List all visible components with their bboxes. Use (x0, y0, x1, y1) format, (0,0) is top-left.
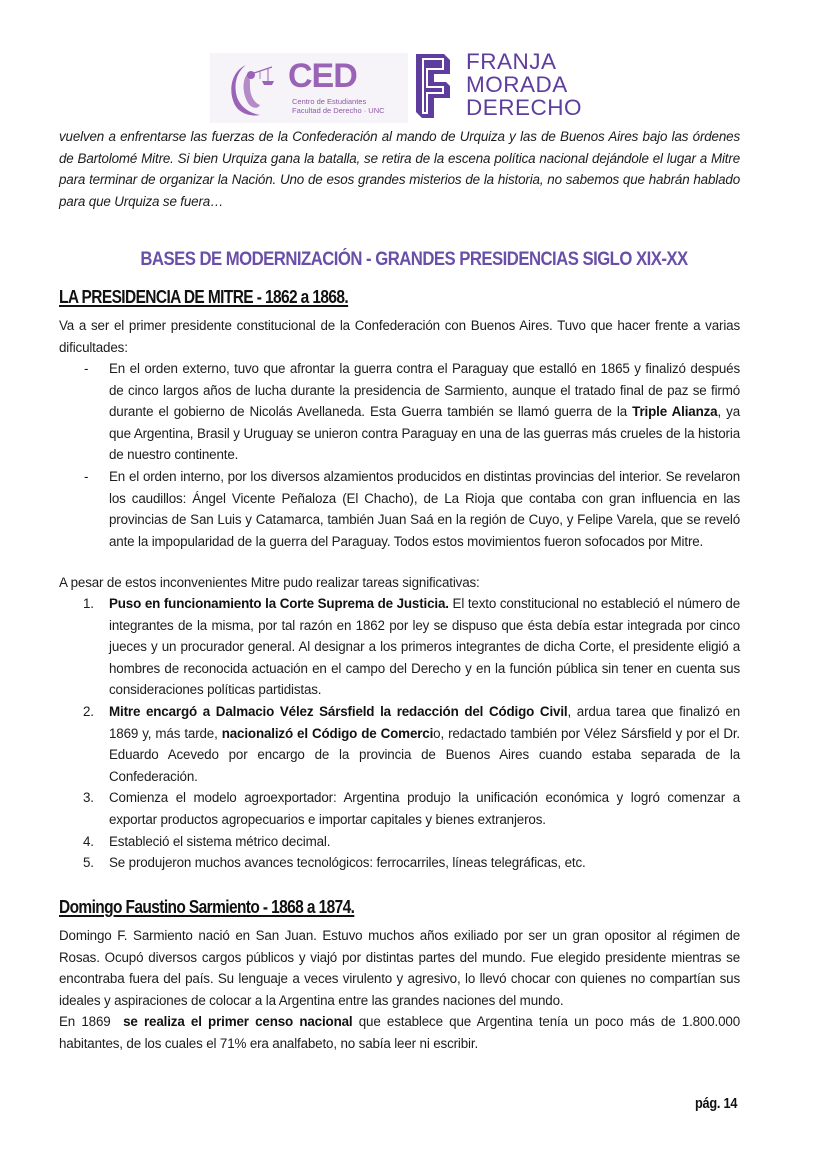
fm-line2: MORADA (465, 72, 568, 97)
item-text: , ya que Argentina, Brasil y Uruguay se unieron contra Paraguay en una de las guerras más crueles de la historia de nuestro continente. (109, 404, 740, 463)
header-logos (210, 49, 605, 124)
item-text: En el orden externo, tuvo que afrontar la guerra contra el Paraguay que estalló en 1865 y finalizó después de cinco largos años de lucha durante la presidencia de Sarmiento, aunque el tratado final de paz se firmó durante el gobierno de Nicolás Avellaneda. Esta Guerra también se llamó guerra de la (109, 361, 740, 420)
list-item (59, 852, 740, 874)
list-item (59, 593, 740, 701)
item-bold-text: Triple Alianza (632, 404, 718, 420)
sarmiento-heading: Domingo Faustino Sarmiento - 1868 a 1874. (59, 897, 355, 917)
mitre-heading: LA PRESIDENCIA DE MITRE - 1862 a 1868. (59, 287, 349, 307)
censo-bold-text: se realiza el primer censo nacional (123, 1014, 353, 1029)
list-number: 2. (83, 703, 94, 719)
censo-text: En 1869 (59, 1014, 124, 1029)
item-text: Se produjeron muchos avances tecnológicos: ferrocarriles, líneas telegráficas, etc. (109, 855, 586, 871)
achievements-intro: A pesar de estos inconvenientes Mitre pudo realizar tareas significativas: (59, 575, 480, 590)
sarmiento-bio-paragraph: Domingo F. Sarmiento nació en San Juan. Estuvo muchos años exiliado por ser un gran opositor al régimen de Rosas. Ocupó diversos cargos públicos y viajó por distintas partes del mundo. Fue elegido presidente mientras se encontraba fuera del país. Su lenguaje a veces virulento y agresivo, lo llevó chocar con quienes no compartían sus ideales y aspiraciones de colocar a la Argentina entre las grandes naciones del mundo. (59, 928, 740, 1008)
list-item (59, 358, 740, 466)
item-bold-text: Mitre encargó a Dalmacio Vélez Sársfield la redacción del Código Civil (109, 703, 568, 719)
franja-morada-logo (412, 49, 605, 124)
justice-emblem-icon (224, 59, 280, 119)
item-text: o, redactado también por Vélez Sársfield y por el Dr. Eduardo Acevedo por encargo de la provincia de Buenos Aires cuando estaba separada de la Confederación. (109, 725, 740, 784)
list-number: 4. (83, 833, 94, 849)
list-item (59, 466, 740, 552)
fm-line1: FRANJA (465, 49, 557, 74)
item-text: Estableció el sistema métrico decimal. (109, 833, 331, 849)
section-title: BASES DE MODERNIZACIÓN - GRANDES PRESIDENCIAS SIGLO XIX-XX (140, 249, 688, 270)
list-item (59, 787, 740, 830)
page-number: pág. 14 (695, 1095, 738, 1112)
item-text: En el orden interno, por los diversos alzamientos producidos en distintas provincias del interior. Se revelaron los caudillos: Ángel Vicente Peñaloza (El Chacho), de La Rioja que contaba con gran influencia en las provincias de San Luis y Catamarca, también Juan Saá en la región de Cuyo, y Felipe Varela, que se reveló ante la impopularidad de la guerra del Paraguay. Todos estos movimientos fueron sofocados por Mitre. (109, 468, 740, 549)
dash-bullet: - (84, 361, 89, 376)
list-number: 3. (83, 790, 94, 806)
ced-subtitle-line1: Centro de Estudiantes (292, 97, 367, 106)
ced-logo (210, 53, 408, 123)
fm-line3: DERECHO (465, 95, 582, 120)
ced-subtitle-line2: Facultad de Derecho · UNC (292, 106, 385, 115)
intro-paragraph: vuelven a enfrentarse las fuerzas de la Confederación al mando de Urquiza y las de Buenos Aires bajo las órdenes de Bartolomé Mitre. Si bien Urquiza gana la batalla, se retira de la escena política nacional dejándole el lugar a Mitre para terminar de organizar la Nación. Uno de esos grandes misterios de la historia, no sabemos que habrán hablado para que Urquiza se fuera… (59, 129, 740, 209)
achievements-list (59, 593, 740, 874)
dash-bullet: - (84, 468, 89, 484)
franja-morada-f-icon (414, 52, 452, 122)
item-text: El texto constitucional no estableció el número de integrantes de la misma, por tal razón en 1862 por ley se dispuso que ésta debía estar integrada por cinco jueces y un procurador general. Al designar a los primeros integrantes de dicha Corte, el presidente eligió a hombres de reconocida actuación en el campo del Derecho y en la función pública sin tener en cuenta sus consideraciones políticas partidistas. (109, 596, 740, 698)
censo-paragraph (59, 1011, 740, 1054)
franja-morada-wordmark (466, 50, 582, 119)
list-number: 1. (83, 596, 94, 611)
difficulties-list (59, 358, 740, 552)
ced-logo-subtitle (292, 97, 385, 115)
censo-text: que establece que Argentina tenía un poco más de 1.800.000 habitantes, de los cuales el 71% era analfabeto, no sabía leer ni escribir. (59, 1014, 740, 1051)
item-bold-text: Puso en funcionamiento la Corte Suprema de Justicia. (109, 596, 449, 611)
item-bold-text: nacionalizó el Código de Comerci (221, 725, 434, 741)
list-number: 5. (83, 855, 94, 871)
mitre-intro-paragraph: Va a ser el primer presidente constitucional de la Confederación con Buenos Aires. Tuvo que hacer frente a varias dificultades: (59, 318, 740, 355)
item-text: , ardua tarea que finalizó en 1869 y, más tarde, (109, 703, 740, 741)
list-item (59, 831, 740, 853)
item-text: Comienza el modelo agroexportador: Argentina produjo la unificación económica y logró comenzar a exportar productos agropecuarios e importar capitales y bienes extranjeros. (109, 790, 740, 827)
list-item (59, 701, 740, 787)
ced-logo-title: CED (288, 57, 357, 95)
